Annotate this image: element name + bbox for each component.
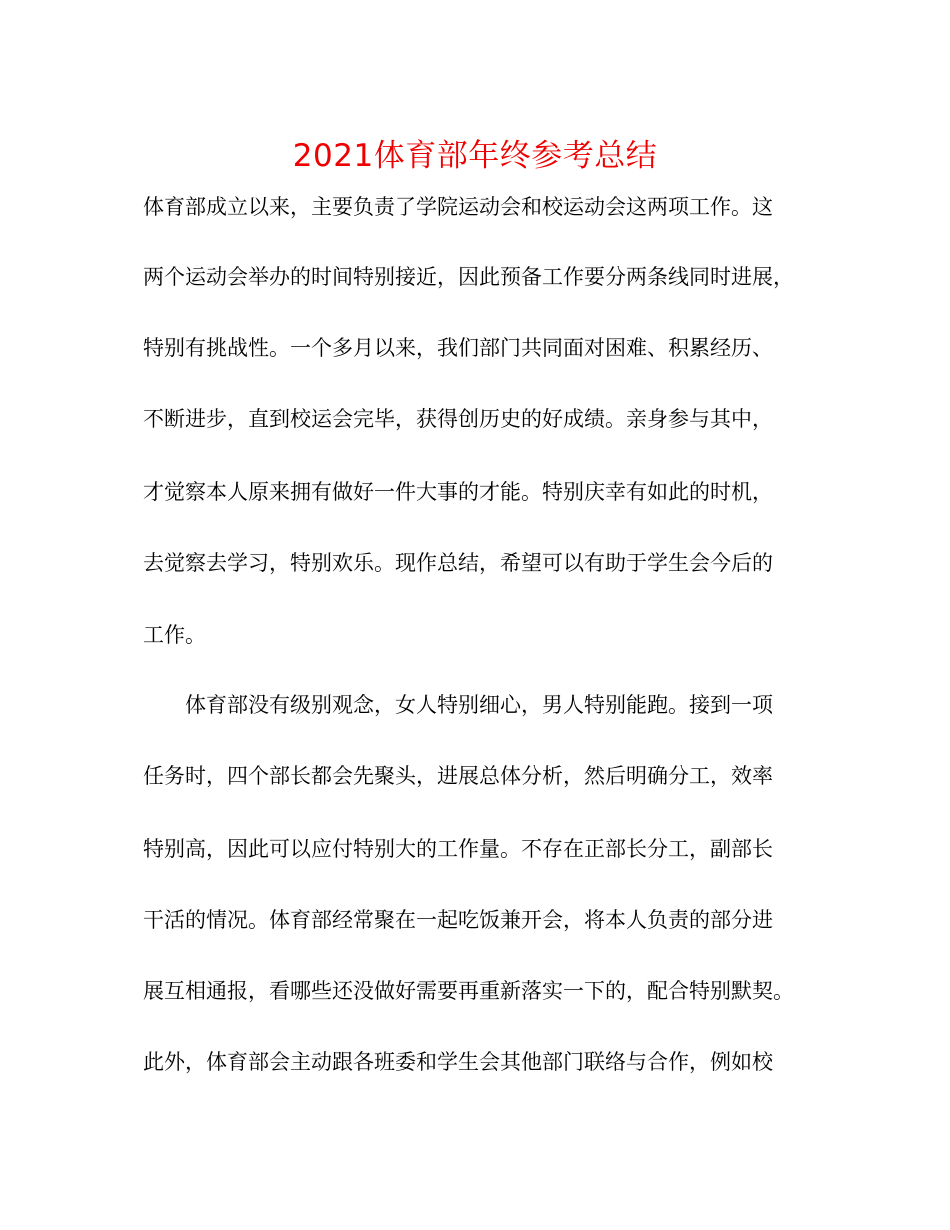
paragraph-line: 特别高，因此可以应付特别大的工作量。不存在正部长分工，副部长 [143, 837, 773, 861]
paragraph-line: 展互相通报，看哪些还没做好需要再重新落实一下的，配合特别默契。 [143, 979, 794, 1003]
paragraph-line: 去觉察去学习，特别欢乐。现作总结，希望可以有助于学生会今后的 [143, 551, 773, 575]
paragraph-line: 体育部成立以来，主要负责了学院运动会和校运动会这两项工作。这 [143, 195, 773, 219]
paragraph-line: 体育部没有级别观念，女人特别细心，男人特别能跑。接到一项 [185, 693, 773, 717]
paragraph-line: 两个运动会举办的时间特别接近，因此预备工作要分两条线同时进展， [143, 265, 794, 289]
paragraph-line: 不断进步，直到校运会完毕，获得创历史的好成绩。亲身参与其中， [143, 407, 773, 431]
paragraph-line: 此外，体育部会主动跟各班委和学生会其他部门联络与合作，例如校 [143, 1050, 773, 1074]
document-title: 2021体育部年终参考总结 [292, 138, 658, 174]
paragraph-line: 才觉察本人原来拥有做好一件大事的才能。特别庆幸有如此的时机， [143, 480, 773, 504]
paragraph-line: 特别有挑战性。一个多月以来，我们部门共同面对困难、积累经历、 [143, 336, 773, 360]
paragraph-line: 任务时，四个部长都会先聚头，进展总体分析，然后明确分工，效率 [143, 764, 773, 788]
paragraph-line: 干活的情况。体育部经常聚在一起吃饭兼开会，将本人负责的部分进 [143, 908, 773, 932]
paragraph-line: 工作。 [143, 623, 206, 647]
